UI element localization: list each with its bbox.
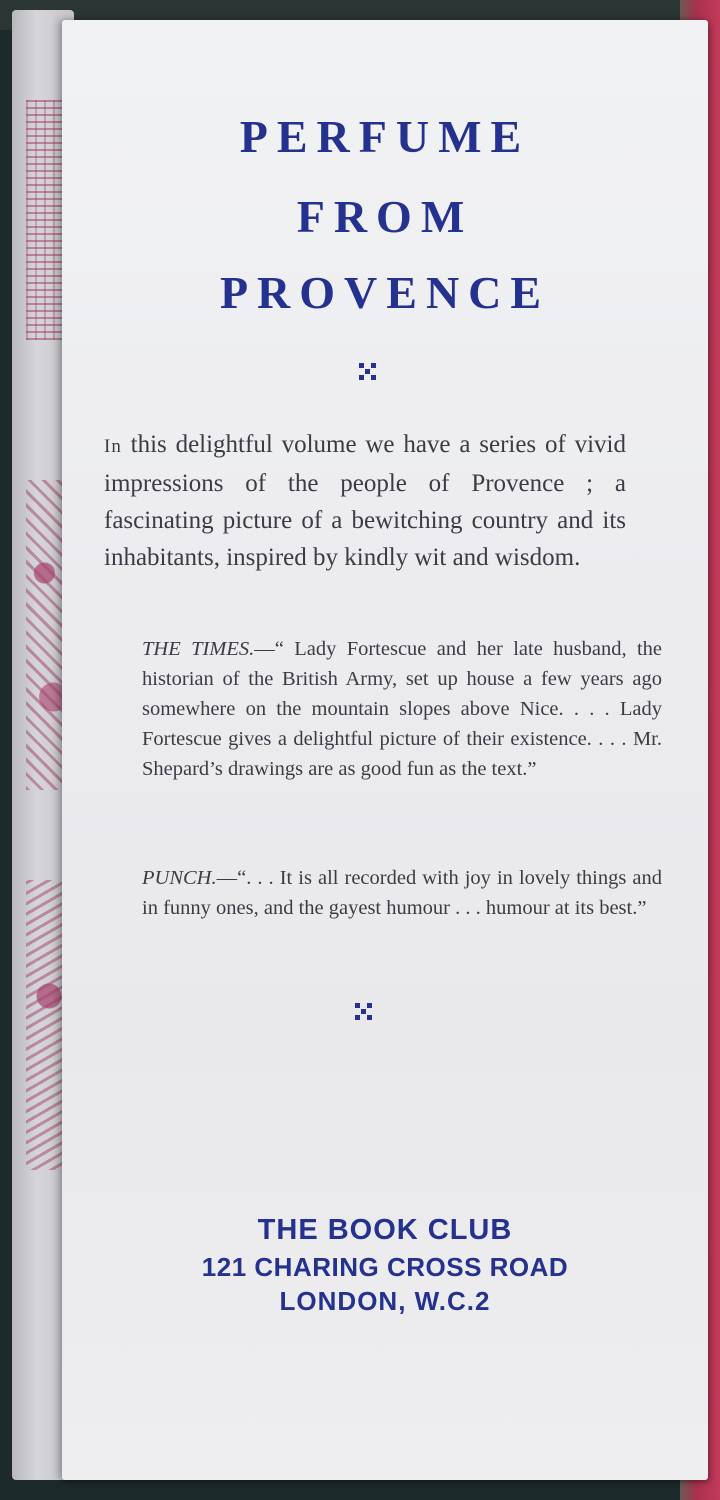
review-source: THE TIMES. [142,638,255,660]
review-source: PUNCH. [142,867,217,889]
intro-text: this delightful volume we have a series of vivid impressions of the people of Provence ; a fascinating picture of a bewitching country and its inhabitants, inspired by kindly wit and wisdom. [104,431,626,571]
intro-drop-word: In [104,436,122,457]
title-line-2: FROM [296,191,474,242]
intro-paragraph [104,426,626,576]
publisher-city: LONDON, W.C.2 [279,1286,491,1316]
title-line-3: PROVENCE [219,267,551,318]
title-line-1: PERFUME [239,111,531,162]
review-punch [102,863,662,923]
checker-ornament-icon [358,362,378,382]
publisher-name: THE BOOK CLUB [257,1214,513,1246]
review-quote: —“. . . It is all recorded with joy in lovely things and in funny ones, and the gayest humour . . . humour at its best.” [142,867,662,919]
review-quote: —“ Lady Fortescue and her late husband, the historian of the British Army, set up house a few years ago somewhere on the mountain slopes above Nice. . . . Lady Fortescue gives a delightful picture of their existence. . . . Mr. Shepard’s drawings are as good fun as the text.” [142,638,662,780]
publisher-address: 121 CHARING CROSS ROAD [201,1252,569,1282]
checker-ornament-icon [354,1002,374,1022]
review-times [102,634,662,784]
